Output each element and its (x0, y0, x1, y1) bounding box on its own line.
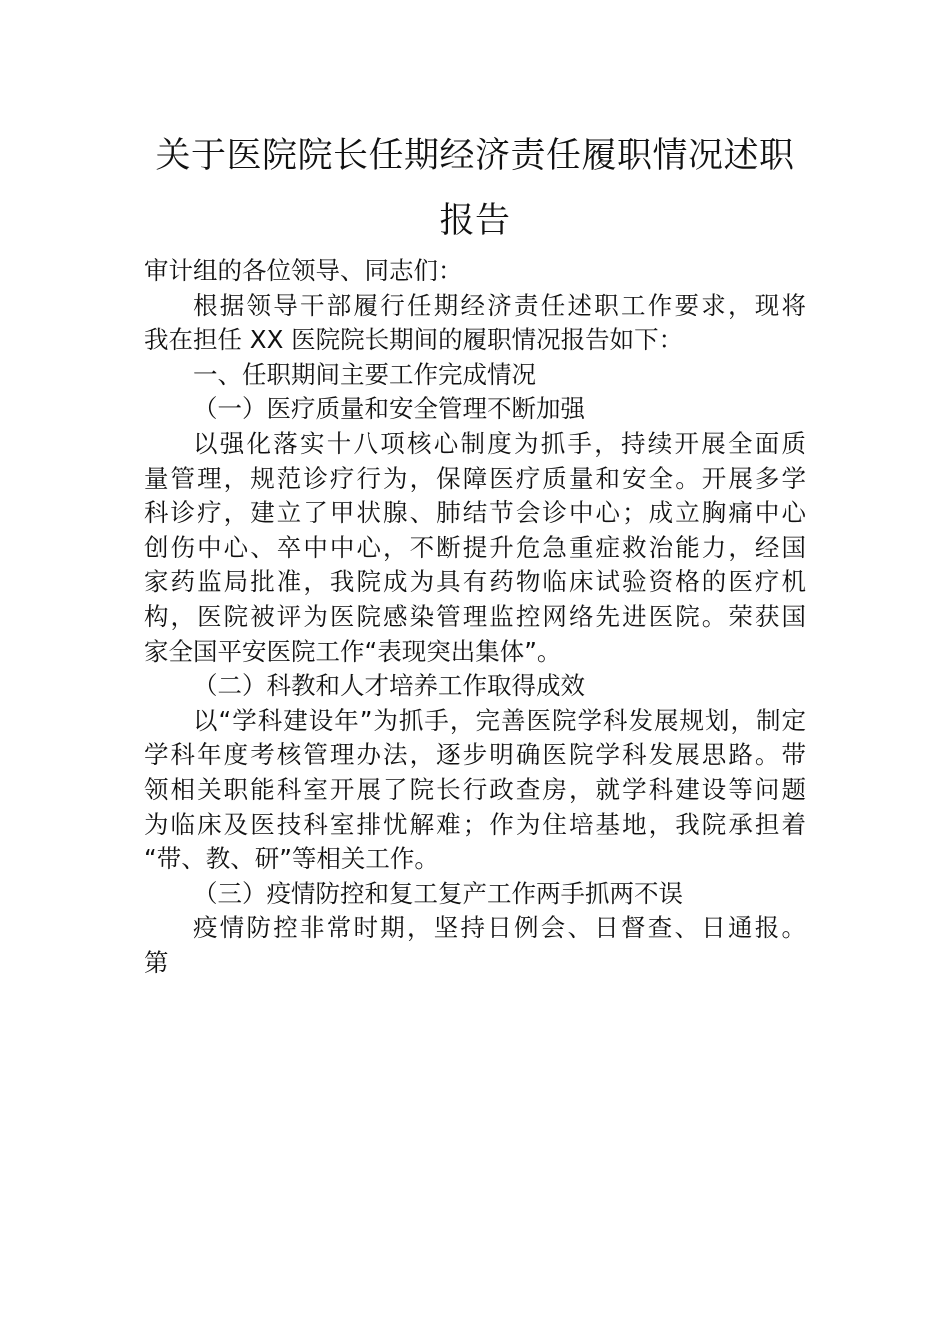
paragraph-line: 疫情防控非常时期，坚持日例会、日督查、日通报。 (193, 913, 806, 943)
paragraph-line: 根据领导干部履行任期经济责任述职工作要求，现将 (193, 290, 806, 320)
paragraph-line: 以强化落实十八项核心制度为抓手，持续开展全面质 (193, 428, 806, 458)
subsection-heading: （一）医疗质量和安全管理不断加强 (193, 394, 585, 424)
subsection-heading: （二）科教和人才培养工作取得成效 (193, 671, 585, 701)
paragraph-line: 以“学科建设年”为抓手，完善医院学科发展规划，制定 (193, 705, 806, 735)
paragraph-line: 科诊疗，建立了甲状腺、肺结节会诊中心；成立胸痛中心 (144, 498, 806, 528)
paragraph-line: 为临床及医技科室排忧解难；作为住培基地，我院承担着 (144, 809, 806, 839)
paragraph-line: 领相关职能科室开展了院长行政查房，就学科建设等问题 (144, 774, 806, 804)
paragraph-line: 家全国平安医院工作“表现突出集体”。 (144, 636, 562, 666)
paragraph-line: 量管理，规范诊疗行为，保障医疗质量和安全。开展多学 (144, 463, 806, 493)
paragraph-line: 学科年度考核管理办法，逐步明确医院学科发展思路。带 (144, 740, 806, 770)
document-body (144, 254, 806, 980)
document-title-line-1: 关于医院院长任期经济责任履职情况述职 (155, 136, 795, 176)
salutation: 审计组的各位领导、同志们： (144, 256, 463, 285)
paragraph-line: 家药监局批准，我院成为具有药物临床试验资格的医疗机 (144, 567, 806, 597)
section-heading: 一、任职期间主要工作完成情况 (193, 359, 536, 389)
paragraph-line: “带、教、研”等相关工作。 (144, 844, 439, 874)
paragraph-line: 我在担任 XX 医院院长期间的履职情况报告如下： (144, 325, 684, 355)
document-title-line-2: 报告 (439, 201, 511, 241)
paragraph-line: 创伤中心、卒中中心，不断提升危急重症救治能力，经国 (144, 532, 806, 562)
paragraph-line: 第 (144, 947, 169, 977)
subsection-heading: （三）疫情防控和复工复产工作两手抓两不误 (193, 878, 683, 908)
paragraph-line: 构，医院被评为医院感染管理监控网络先进医院。荣获国 (144, 601, 806, 631)
